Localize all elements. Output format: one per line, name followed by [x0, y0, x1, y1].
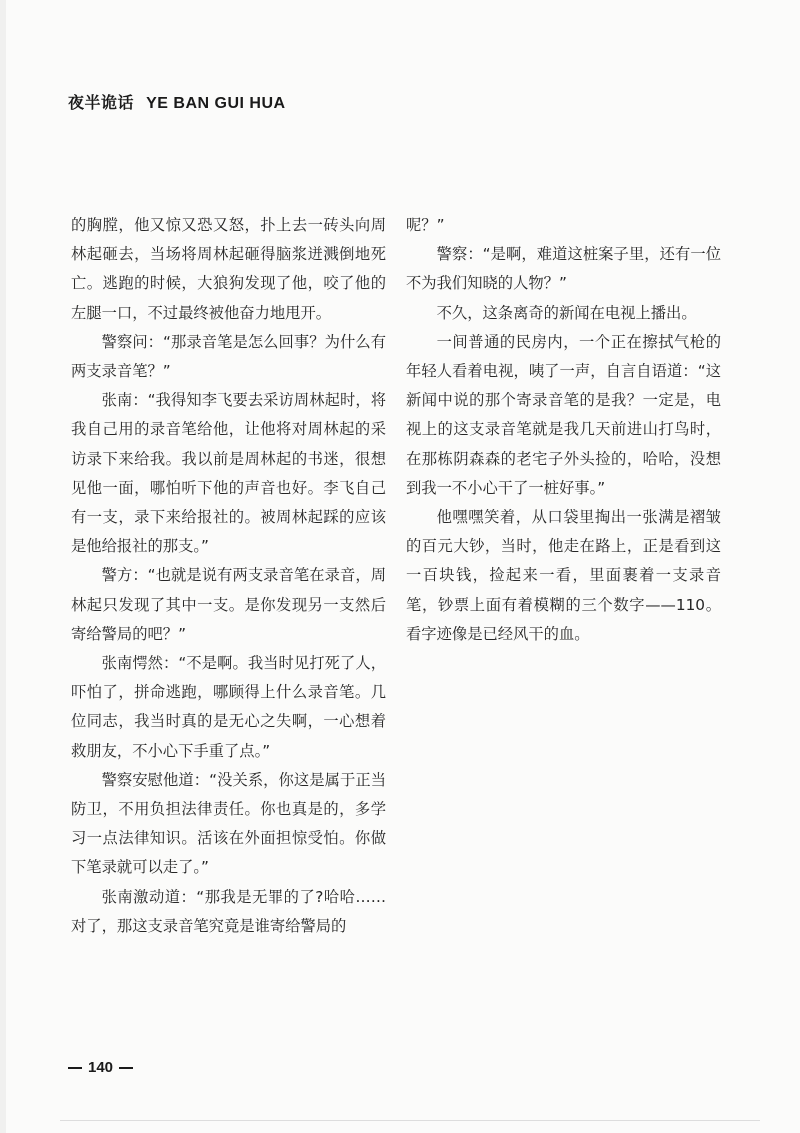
paragraph: 呢？” [406, 216, 445, 234]
header-title-pinyin: YE BAN GUI HUA [146, 95, 286, 112]
left-text-column [71, 211, 386, 941]
paragraph: 张南：“我得知李飞要去采访周林起时，将我自己用的录音笔给他，让他将对周林起的采访录下来给我。我以前是周林起的书迷，很想见他一面，哪怕听下他的声音也好。李飞自己有一支，录下来给报社的。被周林起踩的应该是他给报社的那支。” [71, 391, 386, 556]
folio-dash-left [68, 1067, 82, 1069]
header-title-chinese: 夜半诡话 [68, 93, 135, 112]
paragraph: 警方：“也就是说有两支录音笔在录音，周林起只发现了其中一支。是你发现另一支然后寄给警局的吧？” [71, 566, 386, 643]
page-bottom-rule [60, 1120, 760, 1121]
paragraph: 一间普通的民房内，一个正在擦拭气枪的年轻人看着电视，咦了一声，自言自语道：“这新闻中说的那个寄录音笔的是我？一定是，电视上的这支录音笔就是我几天前进山打鸟时，在那栋阴森森的老宅子外头捡的，哈哈，没想到我一不小心干了一桩好事。” [406, 332, 721, 497]
running-header [68, 90, 286, 113]
folio-dash-right [119, 1067, 133, 1069]
right-text-column [406, 211, 721, 649]
paragraph: 不久，这条离奇的新闻在电视上播出。 [436, 303, 697, 322]
paragraph: 张南愕然：“不是啊。我当时见打死了人，吓怕了，拼命逃跑，哪顾得上什么录音笔。几位同志，我当时真的是无心之失啊，一心想着救朋友，不小心下手重了点。” [71, 654, 386, 760]
paragraph: 的胸膛，他又惊又恐又怒，扑上去一砖头向周林起砸去，当场将周林起砸得脑浆迸溅倒地死亡。逃跑的时候，大狼狗发现了他，咬了他的左腿一口，不过最终被他奋力地甩开。 [71, 216, 386, 322]
paragraph: 警察安慰他道：“没关系，你这是属于正当防卫，不用负担法律责任。你也真是的，多学习一点法律知识。活该在外面担惊受怕。你做下笔录就可以走了。” [71, 770, 386, 877]
page-number [68, 1059, 133, 1076]
paragraph: 他嘿嘿笑着，从口袋里掏出一张满是褶皱的百元大钞，当时，他走在路上，正是看到这一百块钱，捡起来一看，里面裹着一支录音笔，钞票上面有着模糊的三个数字——110。看字迹像是已经风干的血。 [406, 508, 721, 643]
page-number-text: 140 [88, 1059, 114, 1076]
paragraph: 警察：“是啊，难道这桩案子里，还有一位不为我们知晓的人物？” [406, 245, 721, 293]
paragraph: 张南激动道：“那我是无罪的了?哈哈……对了，那这支录音笔究竟是谁寄给警局的 [71, 887, 386, 935]
paragraph: 警察问：“那录音笔是怎么回事？为什么有两支录音笔？” [71, 332, 386, 381]
page-edge-shadow [0, 0, 6, 1133]
